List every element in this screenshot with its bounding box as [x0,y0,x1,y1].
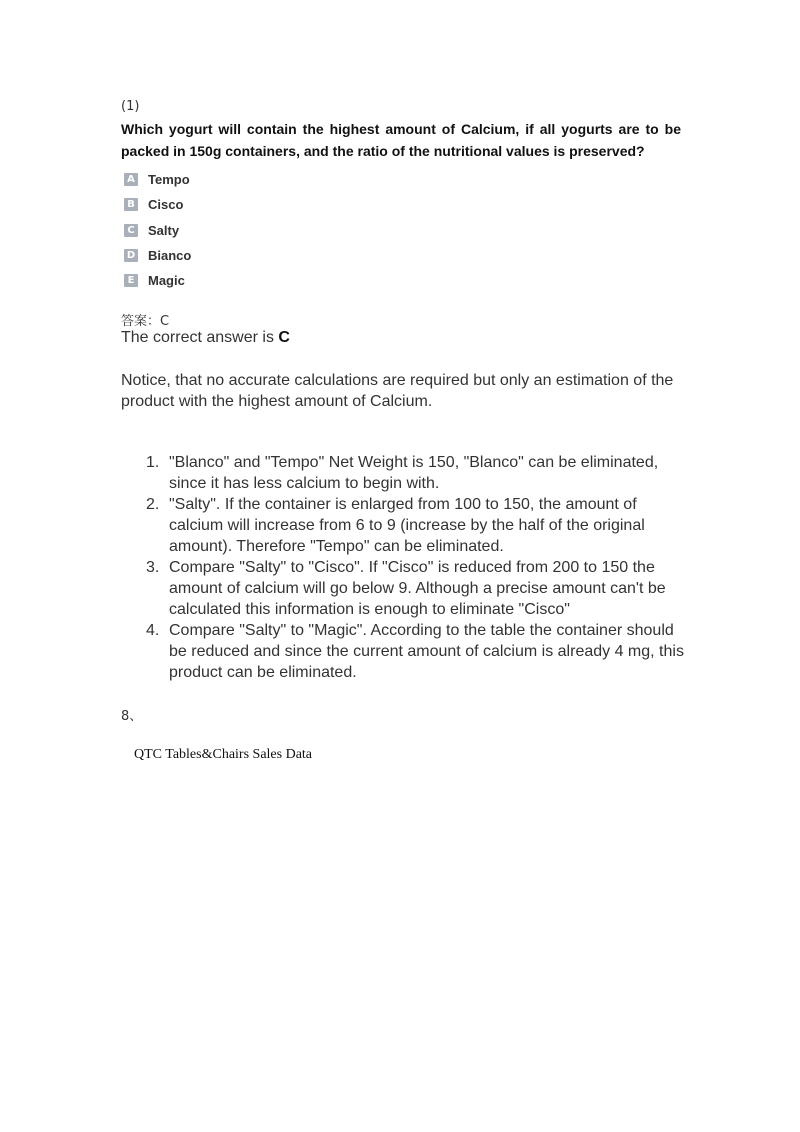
step-text: "Blanco" and "Tempo" Net Weight is 150, "Blanco" can be eliminated, since it has less calcium to begin with. [169,454,659,492]
step-number: 2. [146,496,160,513]
options-list [124,167,191,293]
step-item [121,620,691,683]
option-letter-badge: D [124,249,138,262]
option-label: Cisco [148,197,184,213]
correct-answer [121,329,290,347]
option-d[interactable] [124,243,191,268]
correct-answer-prefix: The correct answer is [121,329,279,346]
option-label: Tempo [148,172,190,188]
option-a[interactable] [124,167,191,192]
notice-paragraph: Notice, that no accurate calculations are required but only an estimation of the product with the highest amount of Calcium. [121,372,674,410]
step-number: 3. [146,559,160,576]
option-letter-badge: E [124,274,138,287]
answer-label: 答案：C [121,314,170,329]
step-text: Compare "Salty" to "Magic". According to the table the container should be reduced and since the current amount of calcium is already 4 mg, this product can be eliminated. [169,622,684,681]
option-e[interactable] [124,268,191,293]
option-label: Bianco [148,248,192,264]
option-b[interactable] [124,192,191,217]
option-label: Salty [148,222,180,238]
step-text: Compare "Salty" to "Cisco". If "Cisco" is reduced from 200 to 150 the amount of calcium will go below 9. Although a precise amount can't be calculated this information is enough to eliminate "Cisco" [169,559,666,618]
option-letter-badge: C [124,224,138,237]
solution-steps [121,452,691,683]
section-number: 8、 [121,709,143,724]
question-text: Which yogurt will contain the highest amount of Calcium, if all yogurts are to be packed in 150g containers, and the ratio of the nutritional values is preserved? [121,121,681,159]
step-item [121,557,691,620]
step-number: 1. [146,454,160,471]
option-c[interactable] [124,218,191,243]
table-title: QTC Tables&Chairs Sales Data [134,747,313,762]
step-number: 4. [146,622,160,639]
step-item [121,452,691,494]
step-text: "Salty". If the container is enlarged from 100 to 150, the amount of calcium will increase from 6 to 9 (increase by the half of the original amount). Therefore "Tempo" can be eliminated. [169,496,645,555]
option-letter-badge: B [124,198,138,211]
correct-answer-letter: C [278,329,290,346]
option-letter-badge: A [124,173,138,186]
option-label: Magic [148,273,185,289]
question-number: (1) [121,99,140,114]
step-item [121,494,691,557]
